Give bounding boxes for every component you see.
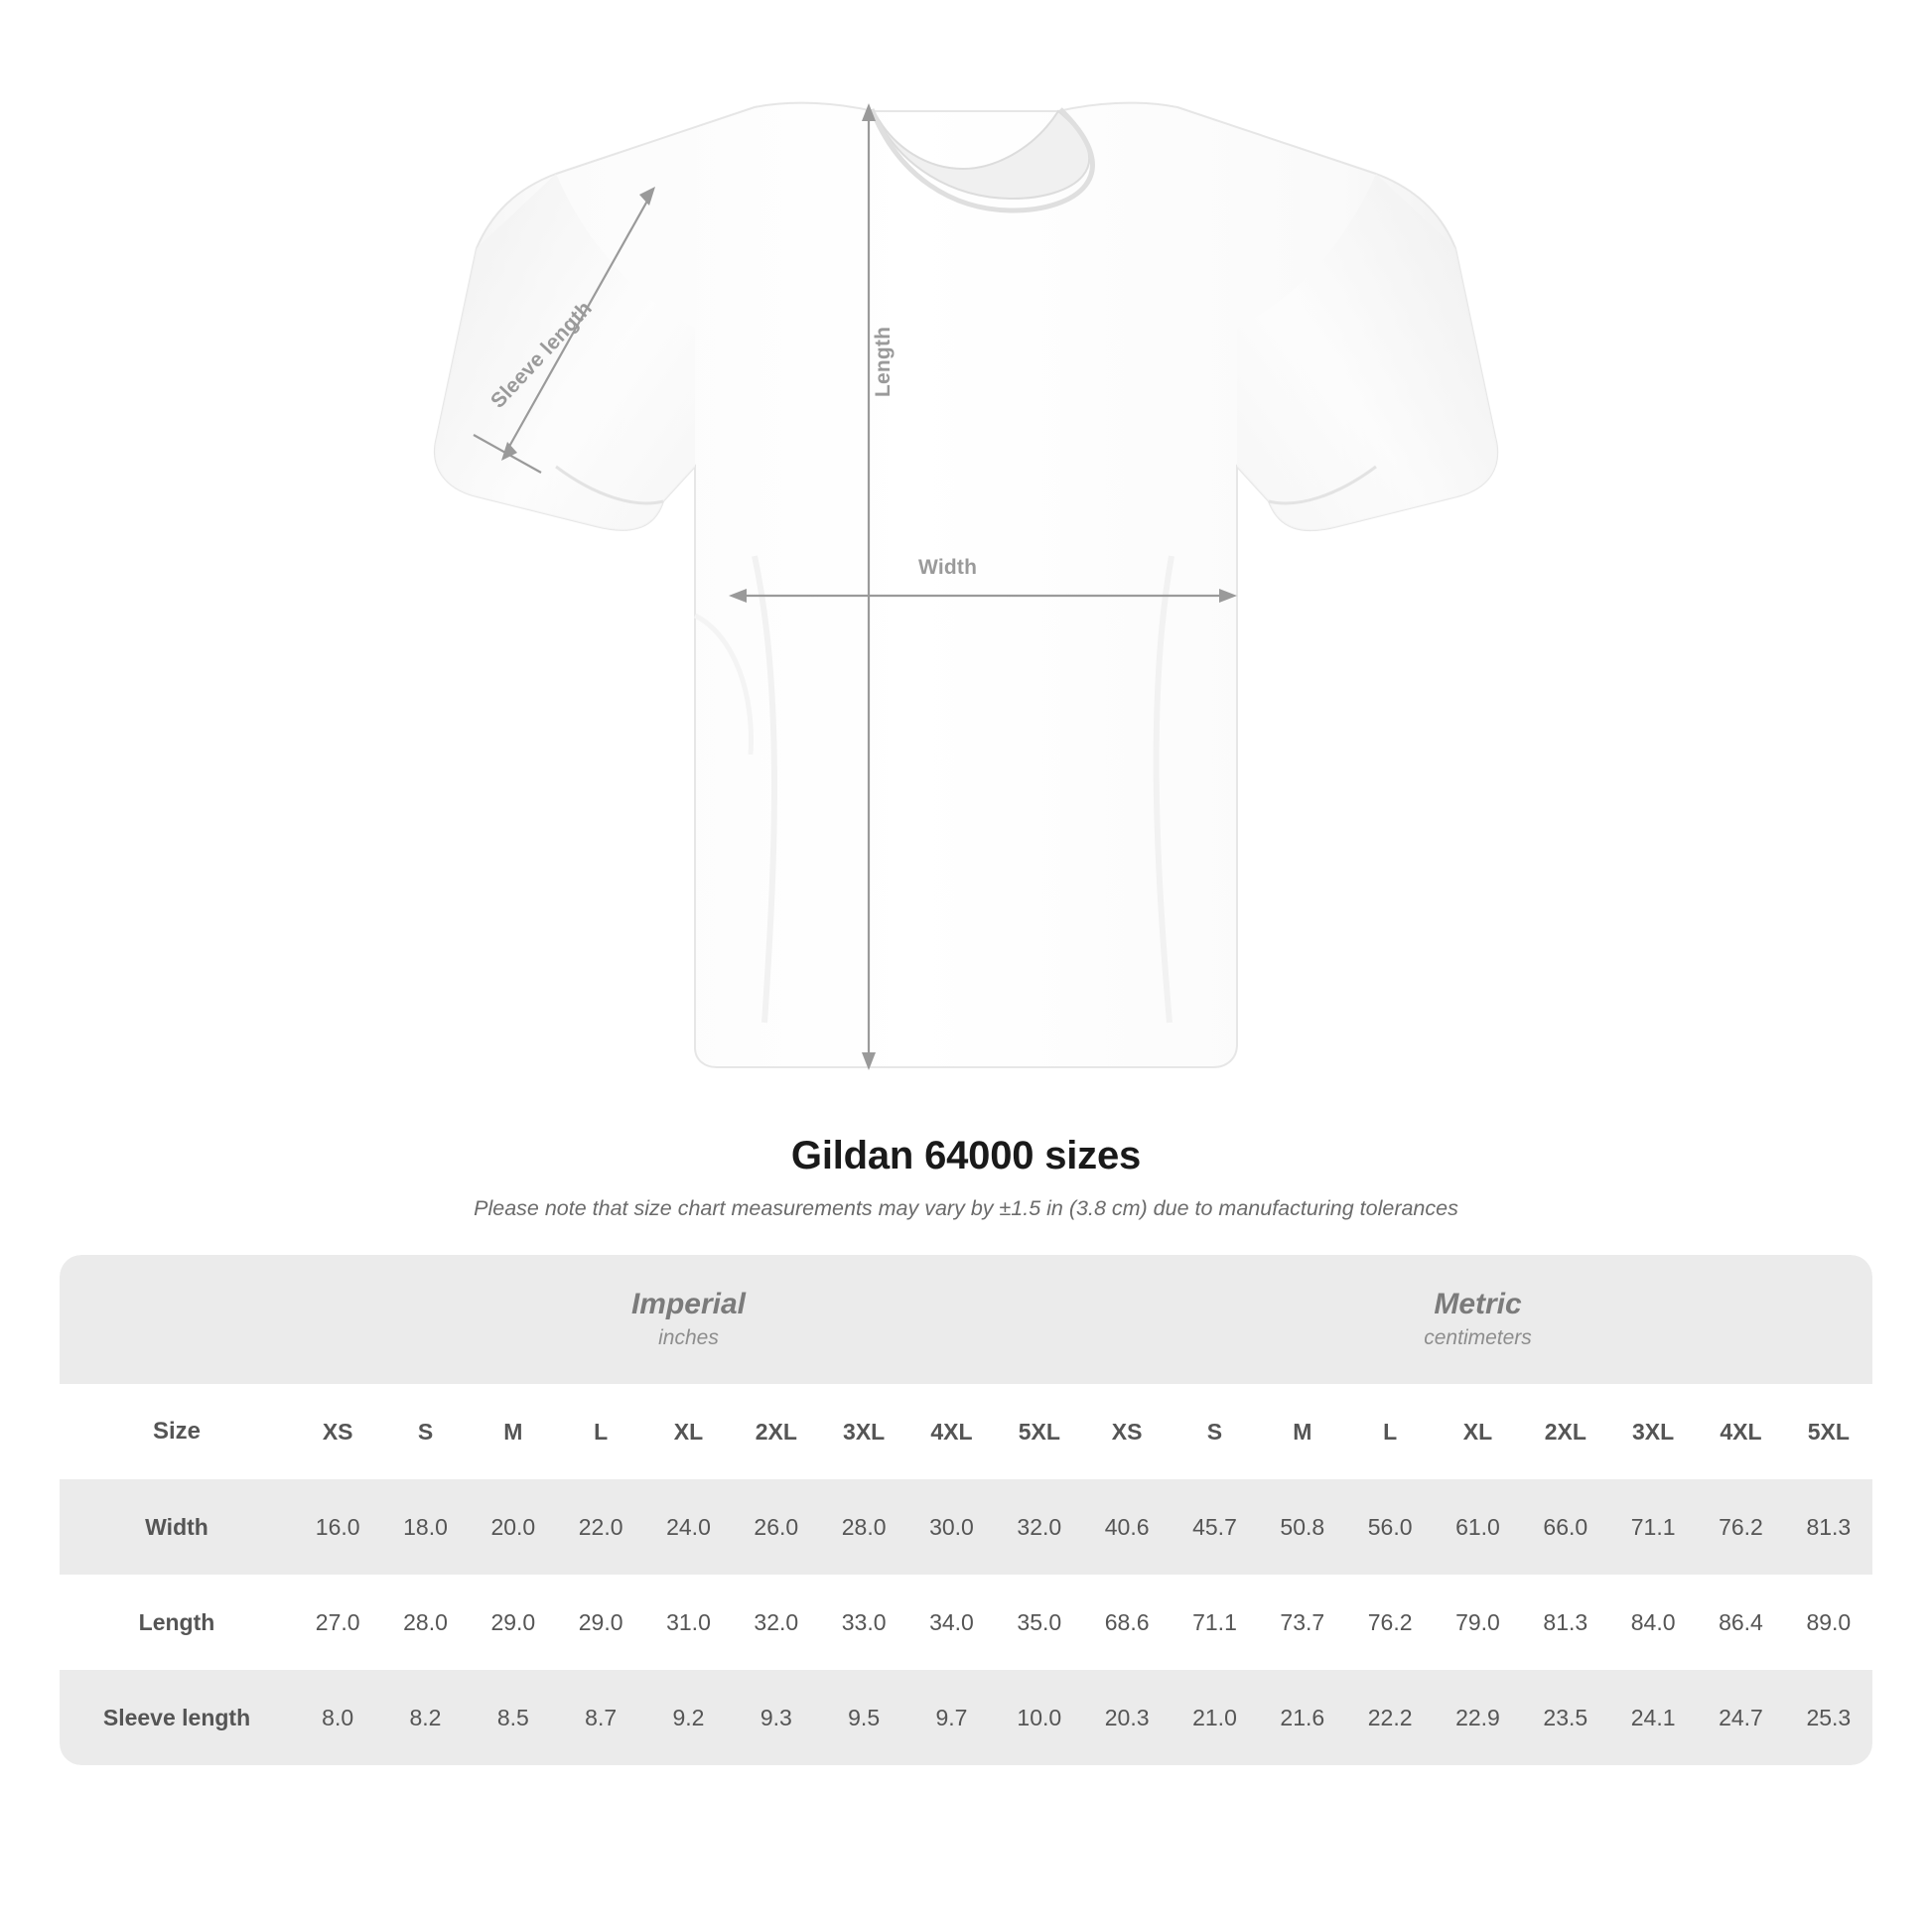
table-cell: 33.0 [820,1575,907,1670]
table-cell: 26.0 [733,1479,820,1575]
table-cell: 81.3 [1785,1479,1872,1575]
table-cell: 34.0 [907,1575,995,1670]
size-column-header: XS [294,1384,381,1479]
table-cell: 8.5 [470,1670,557,1765]
table-cell: 84.0 [1609,1575,1697,1670]
table-cell: 28.0 [381,1575,469,1670]
unit-row-corner [60,1255,294,1384]
size-column-header: XS [1083,1384,1171,1479]
title-block [0,1134,1932,1221]
length-dimension-label: Length [872,326,895,397]
size-column-header: S [381,1384,469,1479]
table-cell: 18.0 [381,1479,469,1575]
size-column-header: 4XL [1697,1384,1784,1479]
table-cell: 29.0 [470,1575,557,1670]
table-cell: 79.0 [1434,1575,1521,1670]
table-cell: 28.0 [820,1479,907,1575]
table-cell: 9.3 [733,1670,820,1765]
table-row [60,1575,1872,1670]
row-header-length: Length [60,1575,294,1670]
size-column-header: M [470,1384,557,1479]
table-cell: 30.0 [907,1479,995,1575]
table-cell: 89.0 [1785,1575,1872,1670]
table-cell: 71.1 [1171,1575,1258,1670]
table-cell: 16.0 [294,1479,381,1575]
table-cell: 22.9 [1434,1670,1521,1765]
table-cell: 24.7 [1697,1670,1784,1765]
table-cell: 24.1 [1609,1670,1697,1765]
unit-header-metric [1083,1255,1872,1384]
table-cell: 71.1 [1609,1479,1697,1575]
table-cell: 9.7 [907,1670,995,1765]
row-header-sleeve-length: Sleeve length [60,1670,294,1765]
table-cell: 8.0 [294,1670,381,1765]
page-title: Gildan 64000 sizes [790,1134,1142,1177]
table-row [60,1479,1872,1575]
table-cell: 27.0 [294,1575,381,1670]
width-dimension-label: Width [918,556,978,579]
table-cell: 73.7 [1259,1575,1346,1670]
size-column-header: S [1171,1384,1258,1479]
unit-header-imperial [294,1255,1083,1384]
size-column-header: 3XL [1609,1384,1697,1479]
table-cell: 10.0 [996,1670,1083,1765]
table-cell: 76.2 [1346,1575,1434,1670]
size-table [60,1255,1872,1765]
table-cell: 8.2 [381,1670,469,1765]
table-cell: 50.8 [1259,1479,1346,1575]
size-column-header: 5XL [996,1384,1083,1479]
unit-name: Metric [1434,1287,1522,1320]
table-cell: 21.6 [1259,1670,1346,1765]
table-cell: 86.4 [1697,1575,1784,1670]
row-header-width: Width [60,1479,294,1575]
size-column-header: L [1346,1384,1434,1479]
table-cell: 29.0 [557,1575,644,1670]
table-cell: 22.0 [557,1479,644,1575]
tolerance-note: Please note that size chart measurements may vary by ±1.5 in (3.8 cm) due to manufacturing tolerances [474,1196,1458,1220]
unit-name: Imperial [630,1287,747,1320]
table-cell: 20.3 [1083,1670,1171,1765]
sleeve-length-dimension-label: Sleeve length [486,297,597,413]
table-cell: 23.5 [1522,1670,1609,1765]
size-column-header: 4XL [907,1384,995,1479]
table-cell: 21.0 [1171,1670,1258,1765]
size-column-header: 2XL [1522,1384,1609,1479]
size-column-header: 2XL [733,1384,820,1479]
table-row [60,1670,1872,1765]
size-table-wrapper [60,1255,1872,1765]
table-cell: 31.0 [644,1575,732,1670]
table-cell: 35.0 [996,1575,1083,1670]
table-cell: 25.3 [1785,1670,1872,1765]
table-cell: 9.5 [820,1670,907,1765]
unit-subtitle: centimeters [1424,1326,1532,1349]
table-cell: 32.0 [733,1575,820,1670]
size-column-header: 5XL [1785,1384,1872,1479]
table-cell: 56.0 [1346,1479,1434,1575]
size-column-header: 3XL [820,1384,907,1479]
table-cell: 61.0 [1434,1479,1521,1575]
table-cell: 20.0 [470,1479,557,1575]
size-row-label: Size [60,1384,294,1479]
table-cell: 68.6 [1083,1575,1171,1670]
size-column-header: XL [1434,1384,1521,1479]
size-column-header: L [557,1384,644,1479]
unit-header-row [60,1255,1872,1384]
table-cell: 81.3 [1522,1575,1609,1670]
table-cell: 9.2 [644,1670,732,1765]
size-column-header: M [1259,1384,1346,1479]
table-cell: 40.6 [1083,1479,1171,1575]
table-cell: 76.2 [1697,1479,1784,1575]
table-cell: 32.0 [996,1479,1083,1575]
table-cell: 24.0 [644,1479,732,1575]
table-cell: 8.7 [557,1670,644,1765]
table-cell: 45.7 [1171,1479,1258,1575]
size-header-row [60,1384,1872,1479]
table-cell: 66.0 [1522,1479,1609,1575]
table-cell: 22.2 [1346,1670,1434,1765]
size-column-header: XL [644,1384,732,1479]
unit-subtitle: inches [658,1326,719,1349]
